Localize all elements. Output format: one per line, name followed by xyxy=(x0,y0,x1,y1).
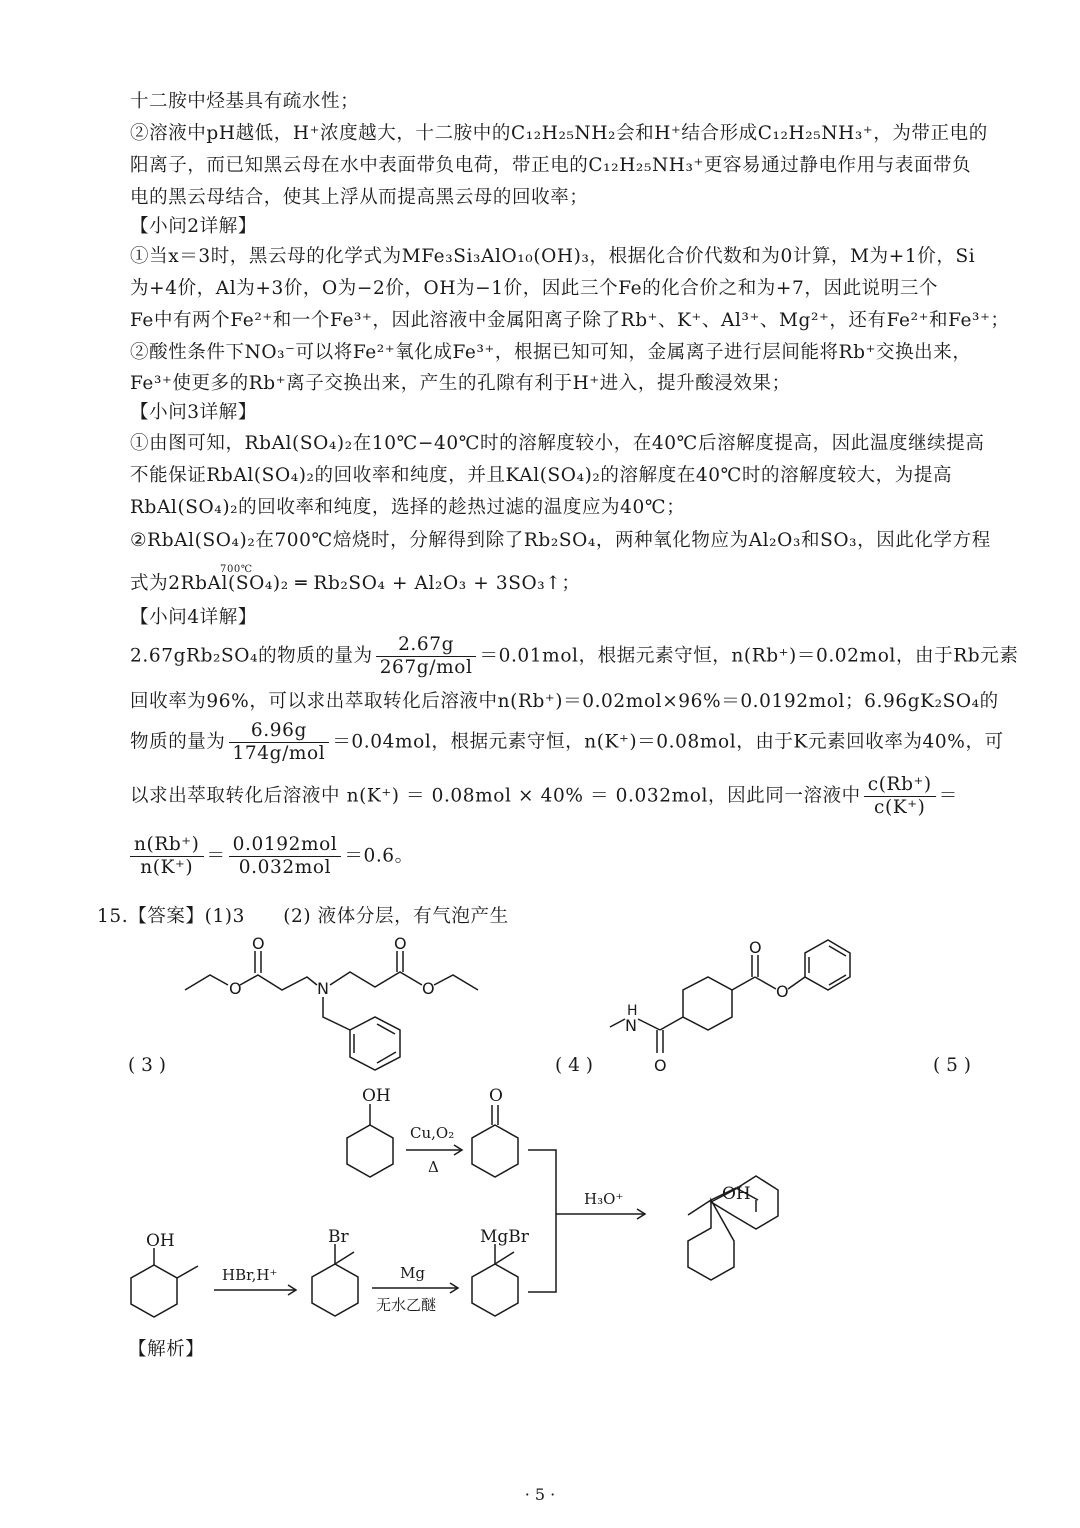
text-line: 为+4价，Al为+3价，O为−2价，OH为−1价，因此三个Fe的化合价之和为+7，因此说明三个 xyxy=(130,278,939,299)
equation-line xyxy=(130,834,985,879)
hydroxyl-label: OH xyxy=(146,1231,175,1251)
fraction xyxy=(376,634,477,679)
analysis-heading: 【解析】 xyxy=(128,1339,205,1360)
reaction-arrow xyxy=(372,1283,458,1293)
fraction-denominator: n(K⁺) xyxy=(140,857,194,878)
equation-line xyxy=(130,720,1004,765)
text-line: 不能保证RbAl(SO₄)₂的回收率和纯度，并且KAl(SO₄)₂的溶解度在40℃时的溶解度较大，为提高 xyxy=(130,465,953,486)
fraction-numerator: 2.67g xyxy=(376,634,477,657)
cyclohexanol-structure xyxy=(347,1104,393,1177)
text-segment: ＝ xyxy=(206,845,226,867)
part-label-4: ( 4 ) xyxy=(555,1055,593,1076)
reaction-arrow xyxy=(214,1285,296,1295)
hydroxyl-label: OH xyxy=(362,1086,391,1106)
reaction-condition: 700℃ xyxy=(220,564,253,575)
oxygen-label: O xyxy=(489,1086,503,1106)
text-line: 电的黑云母结合，使其上浮从而提高黑云母的回收率； xyxy=(130,187,589,208)
fraction-denominator: 174g/mol xyxy=(232,743,326,764)
text-segment: ＝0.6。 xyxy=(344,845,414,867)
fraction-numerator: c(Rb⁺) xyxy=(864,774,936,797)
text-segment: 以求出萃取转化后溶液中 n(K⁺) ＝ 0.08mol × 40% ＝ 0.032mol，因此同一溶液中 xyxy=(130,785,861,807)
fraction xyxy=(864,774,936,819)
text-line: ①由图可知，RbAl(SO₄)₂在10℃−40℃时的溶解度较小，在40℃后溶解度提高，因此温度继续提高 xyxy=(130,433,985,454)
nitrogen-label: N xyxy=(625,1016,637,1035)
structure-3 xyxy=(170,935,510,1074)
text-segment: ＝0.01mol，根据元素守恒，n(Rb⁺)＝0.02mol，由于Rb元素 xyxy=(479,645,1019,667)
subquestion-heading: 【小问4详解】 xyxy=(130,607,257,628)
nitrogen-label: N xyxy=(317,979,329,998)
mgbr-label: MgBr xyxy=(480,1227,529,1247)
text-segment: ＝ xyxy=(938,785,958,807)
text-line: ①当x＝3时，黑云母的化学式为MFe₃Si₃AlO₁₀(OH)₃，根据化合价代数和为0计算，M为+1价，Si xyxy=(130,246,976,267)
fraction-numerator: 0.0192mol xyxy=(229,834,342,857)
part-label-5: ( 5 ) xyxy=(933,1055,971,1076)
hydrogen-label: H xyxy=(627,1003,638,1019)
text-line: ②RbAl(SO₄)₂在700℃焙烧时，分解得到除了Rb₂SO₄，两种氧化物应为Al₂O₃和SO₃，因此化学方程 xyxy=(130,530,991,551)
synthesis-route-5 xyxy=(110,1080,830,1344)
equation-line xyxy=(130,774,985,819)
equation-line xyxy=(130,634,1019,679)
bromine-label: Br xyxy=(328,1227,349,1247)
subquestion-heading: 【小问3详解】 xyxy=(130,402,257,423)
text-line: Fe中有两个Fe²⁺和一个Fe³⁺，因此溶液中金属阳离子除了Rb⁺、K⁺、Al³⁺、Mg²⁺，还有Fe²⁺和Fe³⁺； xyxy=(130,310,1010,331)
answer-15-heading: 15.【答案】(1)3 (2) 液体分层，有气泡产生 xyxy=(97,906,509,927)
structure-bonds xyxy=(185,951,478,1070)
fraction-denominator: c(K⁺) xyxy=(874,797,926,818)
text-line: 回收率为96%，可以求出萃取转化后溶液中n(Rb⁺)＝0.02mol×96%＝0.0192mol；6.96gK₂SO₄的 xyxy=(130,691,999,712)
text-line: RbAl(SO₄)₂的回收率和纯度，选择的趁热过滤的温度应为40℃； xyxy=(130,497,686,518)
oxygen-label: O xyxy=(749,938,762,957)
reagent-label: HBr,H⁺ xyxy=(222,1266,278,1284)
subquestion-heading: 【小问2详解】 xyxy=(130,216,257,237)
hydroxyl-label: OH xyxy=(722,1184,751,1204)
bromomethylcyclohexane-structure xyxy=(312,1244,358,1316)
fraction-numerator: 6.96g xyxy=(229,720,330,743)
reagent-label: Cu,O₂ xyxy=(410,1124,455,1142)
solvent-label: 无水乙醚 xyxy=(376,1296,437,1314)
reagent-label: H₃O⁺ xyxy=(584,1190,624,1208)
oxygen-label: O xyxy=(422,979,435,998)
text-segment: 物质的量为 xyxy=(130,731,226,753)
text-line: ②溶液中pH越低，H⁺浓度越大，十二胺中的C₁₂H₂₅NH₂会和H⁺结合形成C₁₂H₂₅NH₃⁺，为带正电的 xyxy=(130,123,988,144)
reaction-arrow xyxy=(406,1145,462,1155)
structure-4 xyxy=(600,935,860,1079)
reagent-label: Mg xyxy=(400,1264,425,1282)
condition-label: Δ xyxy=(428,1158,439,1176)
oxygen-label: O xyxy=(776,982,789,1001)
cyclohexanone-structure xyxy=(472,1105,518,1177)
bracket-lines xyxy=(528,1150,645,1292)
text-line: 阳离子，而已知黑云母在水中表面带负电荷，带正电的C₁₂H₂₅NH₃⁺更容易通过静电作用与表面带负 xyxy=(130,155,972,176)
text-line: Fe³⁺使更多的Rb⁺离子交换出来，产生的孔隙有利于H⁺进入，提升酸浸效果； xyxy=(130,373,791,394)
grignard-structure xyxy=(472,1244,518,1316)
fraction-denominator: 267g/mol xyxy=(379,657,473,678)
chemical-equation: 式为2RbAl(SO₄)₂ ═ Rb₂SO₄ + Al₂O₃ + 3SO₃↑； xyxy=(130,573,581,594)
part-label-3: ( 3 ) xyxy=(128,1055,166,1076)
text-segment: ＝0.04mol，根据元素守恒，n(K⁺)＝0.08mol，由于K元素回收率为40%，可 xyxy=(332,731,1004,753)
fraction xyxy=(229,834,342,879)
fraction-numerator: n(Rb⁺) xyxy=(130,834,204,857)
oxygen-label: O xyxy=(229,979,242,998)
fraction xyxy=(229,720,330,765)
fraction-denominator: 0.032mol xyxy=(238,857,332,878)
fraction xyxy=(130,834,204,879)
structure-bonds xyxy=(610,940,850,1053)
methylcyclohexanol-structure xyxy=(131,1248,198,1317)
oxygen-label: O xyxy=(252,934,265,953)
oxygen-label: O xyxy=(394,934,407,953)
oxygen-label: O xyxy=(654,1056,667,1075)
text-line: 十二胺中烃基具有疏水性； xyxy=(130,91,360,112)
text-segment: 2.67gRb₂SO₄的物质的量为 xyxy=(130,645,373,667)
page-number: · 5 · xyxy=(524,1485,556,1504)
text-line: ②酸性条件下NO₃⁻可以将Fe²⁺氧化成Fe³⁺，根据已知可知，金属离子进行层间能将Rb⁺交换出来， xyxy=(130,342,972,363)
